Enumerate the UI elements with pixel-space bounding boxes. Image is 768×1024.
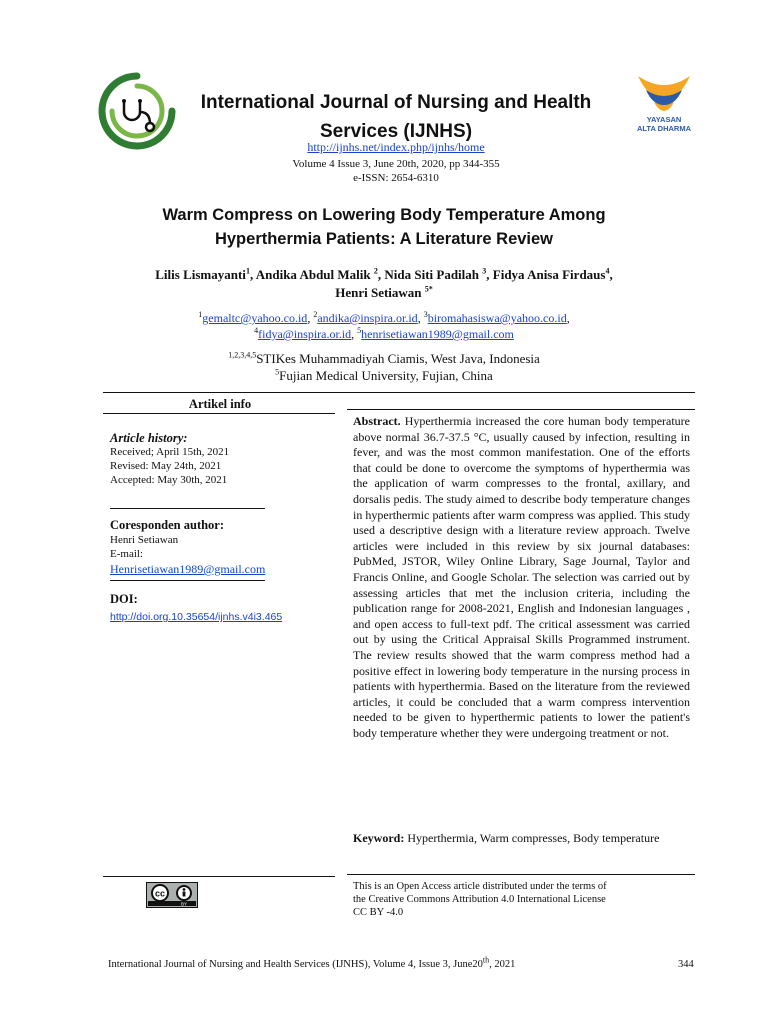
page-number: 344 [678, 959, 694, 970]
article-info-heading: Artikel info [188, 397, 252, 411]
author: Fidya Anisa Firdaus [492, 267, 606, 282]
abstract-rule-bottom [347, 874, 695, 875]
keyword-text: Hyperthermia, Warm compresses, Body temperature [407, 831, 660, 845]
corresponding-email[interactable] [110, 562, 265, 577]
affil-sup: 1,2,3,4,5 [228, 350, 257, 360]
abstract-label: Abstract. [353, 414, 401, 428]
license-line-3: CC BY -4.0 [353, 907, 404, 918]
paper-title [100, 203, 668, 251]
abstract-text: Hyperthermia increased the core human body temperature above normal 36.7-37.5 °C, usually caused by infection, resulting in fever, and was the most common manifestation. One of the efforts that could be done to overcome the symptoms of hyperthermia was the application of warm compresses to the frontal, axillary, and dorsalis pedis. The study aimed to describe body temperature changes in hyperthermic patients after warm compress was applied. This study used a descriptive design with a literature review approach. Twelve articles were included in this review by six journal databases: PubMed, JSTOR, Wiley Online Library, Sage Journal, Taylor and Francis Online, and Google Scholar. The selection was carried out by assessing articles that met the inclusion criteria, including the publication range for 2008-2021, English and Indonesian languages , and open access to full-text pdf. The critical assessment was carried out by using the Critical Appraisal Skills Programmed instrument. The review results showed that the warm compress method had a positive effect in lowering body temperature in the nursing process in patients with hyperthermia. Based on the literature from the reviewed articles, it could be concluded that a warm compress intervention needed to be given to hyperthermic patients to lower the patient's body temperature whether they were undergoing treatment or not. [353, 414, 691, 740]
license-text [353, 880, 690, 919]
cc-by-badge[interactable] [146, 882, 198, 908]
email-sup: 1 [198, 310, 203, 319]
author-sup: 2 [373, 266, 378, 276]
license-line-1: This is an Open Access article distributed under the terms of [353, 881, 607, 892]
doi-link[interactable]: http://doi.org.10.35654/ijnhs.v4i3.465 [110, 611, 283, 623]
author-emails: $^1$gemaltc@yahoo.co.id, $^2$andika@inspira.or.id, $^3$biromahasiswa@yahoo.co.id, $^4$fidya@inspira.or.id, $^5$henrisetiawan1989@gmail.com [198, 310, 570, 341]
article-history-label: Article history: [110, 431, 188, 445]
email-link[interactable]: biromahasiswa@yahoo.co.id [427, 311, 567, 325]
email-link[interactable]: gemaltc@yahoo.co.id [202, 311, 308, 325]
affiliation-1 [100, 350, 668, 367]
keywords [353, 831, 690, 847]
title-line-2: Hyperthermia Patients: A Literature Review [214, 230, 554, 248]
title-line-1: Warm Compress on Lowering Body Temperature Among [162, 206, 606, 224]
info-rule [103, 413, 335, 414]
journal-url-link[interactable]: http://ijnhs.net/index.php/ijnhs/home [307, 140, 485, 154]
journal-url[interactable] [180, 140, 612, 155]
email-sup: 5 [357, 326, 362, 335]
email-sup: 2 [313, 310, 318, 319]
author-sup: 4 [605, 266, 610, 276]
affil-text: Fujian Medical University, Fujian, China [279, 368, 493, 383]
cc-badge-text: BY [180, 901, 188, 907]
revised-date: Revised: May 24th, 2021 [110, 460, 222, 472]
author-sup: 3 [482, 266, 487, 276]
yayasan-text-line2: ALTA DHARMA [636, 124, 692, 133]
affiliations [100, 350, 668, 384]
yayasan-logo-text [618, 115, 710, 133]
footer-sup: th [482, 955, 490, 965]
journal-meta [180, 157, 612, 185]
author-list: Lilis Lismayanti$^1$, Andika Abdul Malik $^2$, Nida Siti Padilah $^3$, Fidya Anisa Firdaus$^4$, Henri Setiawan $^{5*}$ [155, 266, 613, 300]
affil-text: STIKes Muhammadiyah Ciamis, West Java, Indonesia [256, 351, 540, 366]
license-rule-left [103, 876, 335, 877]
doi-label: DOI: [110, 592, 138, 606]
author: Lilis Lismayanti [155, 267, 246, 282]
footer-text-end: , 2021 [489, 959, 516, 970]
volume-info: Volume 4 Issue 3, June 20th, 2020, pp 344-355 [292, 158, 500, 170]
email-link[interactable]: fidya@inspira.or.id [258, 327, 352, 341]
header-rule [103, 392, 695, 393]
corresponding-author-label: Coresponden author: [110, 518, 225, 532]
history-rule [110, 508, 265, 509]
journal-title: International Journal of Nursing and Health Services (IJNHS) [200, 92, 592, 142]
affil-sup: 5 [275, 367, 280, 377]
author: Andika Abdul Malik [255, 267, 371, 282]
author: Nida Siti Padilah [384, 267, 480, 282]
keyword-label: Keyword: [353, 831, 405, 845]
author-sup: 5* [424, 284, 433, 294]
email-label: E-mail: [110, 548, 143, 560]
yayasan-text-line1: YAYASAN [646, 115, 682, 124]
journal-logo [96, 70, 178, 152]
email-link[interactable]: andika@inspira.or.id [317, 311, 418, 325]
corr-rule [110, 580, 265, 581]
eissn: e-ISSN: 2654-6310 [353, 172, 439, 184]
affiliation-2 [100, 367, 668, 384]
abstract-rule-top [347, 409, 695, 410]
footer-text: International Journal of Nursing and Health Services (IJNHS), Volume 4, Issue 3, June20 [108, 959, 483, 970]
doi[interactable] [110, 611, 282, 623]
email-sup: 4 [254, 326, 259, 335]
corresponding-author-name: Henri Setiawan [110, 534, 179, 546]
author-sup: 1 [245, 266, 250, 276]
received-date: Received; April 15th, 2021 [110, 446, 230, 458]
license-line-2: the Creative Commons Attribution 4.0 International License [353, 894, 606, 905]
corresponding-email-link[interactable]: Henrisetiawan1989@gmail.com [110, 562, 266, 576]
abstract [353, 414, 690, 741]
email-sup: 3 [423, 310, 428, 319]
author: Henri Setiawan [335, 285, 422, 300]
page-footer [108, 955, 516, 970]
accepted-date: Accepted: May 30th, 2021 [110, 474, 228, 486]
svg-text:cc: cc [154, 888, 166, 899]
email-link[interactable]: henrisetiawan1989@gmail.com [361, 327, 514, 341]
